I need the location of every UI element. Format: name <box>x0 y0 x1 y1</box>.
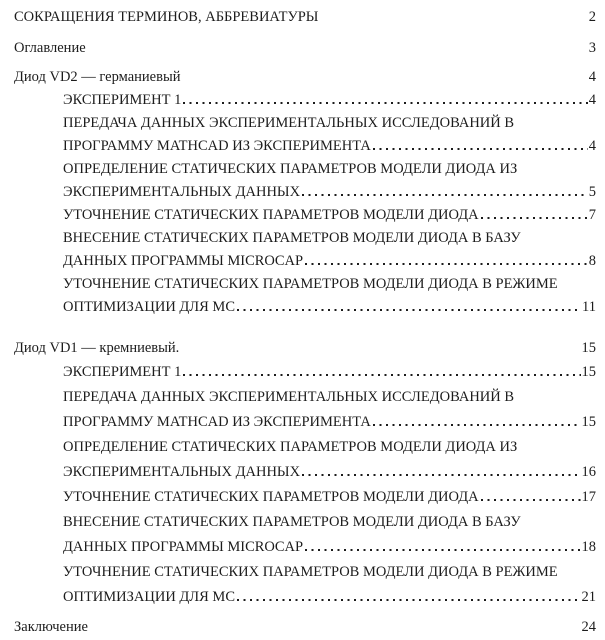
toc-entry-text: Диод VD2 — германиевый <box>14 69 181 85</box>
toc-page-number: 2 <box>588 9 596 25</box>
toc-page-number: 11 <box>582 299 596 315</box>
toc-entry-continuation[interactable] <box>63 385 596 410</box>
toc-entry[interactable] <box>63 585 596 610</box>
dot-leader <box>183 374 580 376</box>
toc-entry[interactable] <box>63 181 596 204</box>
toc-entry-text: ЭКСПЕРИМЕНТ 1 <box>63 364 182 380</box>
toc-entry-text: ЭКСПЕРИМЕНТ 1 <box>63 92 182 108</box>
toc-page-number: 18 <box>581 539 596 555</box>
toc-entry-text: УТОЧНЕНИЕ СТАТИЧЕСКИХ ПАРАМЕТРОВ МОДЕЛИ ДИОДА В РЕЖИМЕ <box>63 564 558 580</box>
toc-entry[interactable] <box>63 410 596 435</box>
dot-leader <box>237 309 581 311</box>
dot-leader <box>481 217 588 219</box>
toc-page-number: 16 <box>581 464 596 480</box>
toc-entry-text: Диод VD1 — кремниевый. <box>14 340 180 356</box>
dot-leader <box>373 424 581 426</box>
toc-page-number: 15 <box>581 364 596 380</box>
toc-entry[interactable] <box>63 485 596 510</box>
toc-entry-text: ОПТИМИЗАЦИИ ДЛЯ МС <box>63 299 235 315</box>
toc-entry[interactable] <box>63 135 596 158</box>
toc-entry-text: ЭКСПЕРИМЕНТАЛЬНЫХ ДАННЫХ <box>63 184 301 200</box>
toc-entry[interactable] <box>63 460 596 485</box>
toc-entry-text: СОКРАЩЕНИЯ ТЕРМИНОВ, АББРЕВИАТУРЫ <box>14 9 319 25</box>
dot-leader <box>183 102 587 104</box>
toc-page-number: 4 <box>588 138 596 154</box>
toc-entry[interactable] <box>14 6 596 29</box>
toc-entry-text: ОПРЕДЕЛЕНИЕ СТАТИЧЕСКИХ ПАРАМЕТРОВ МОДЕЛИ ДИОДА ИЗ <box>63 439 518 455</box>
toc-entry-text: ПРОГРАММУ MATHCAD ИЗ ЭКСПЕРИМЕНТА <box>63 138 371 154</box>
toc-entry-continuation[interactable] <box>63 158 596 181</box>
toc-page-number: 5 <box>588 184 596 200</box>
toc-page-number: 8 <box>588 253 596 269</box>
toc-page-number: 7 <box>588 207 596 223</box>
toc-entry[interactable] <box>14 616 596 639</box>
toc-entry[interactable] <box>63 535 596 560</box>
toc-entry[interactable] <box>63 250 596 273</box>
toc-entry-text: УТОЧНЕНИЕ СТАТИЧЕСКИХ ПАРАМЕТРОВ МОДЕЛИ ДИОДА <box>63 489 479 505</box>
dot-leader <box>302 194 588 196</box>
toc-entry-continuation[interactable] <box>63 273 596 296</box>
toc-entry[interactable] <box>63 204 596 227</box>
toc-entry-text: ОПРЕДЕЛЕНИЕ СТАТИЧЕСКИХ ПАРАМЕТРОВ МОДЕЛИ ДИОДА ИЗ <box>63 161 518 177</box>
toc-entry-continuation[interactable] <box>63 227 596 250</box>
dot-leader <box>305 549 580 551</box>
toc-entry-text: ОПТИМИЗАЦИИ ДЛЯ МС <box>63 589 235 605</box>
dot-leader <box>305 263 588 265</box>
toc-entry[interactable] <box>63 89 596 112</box>
toc-entry-text: ПРОГРАММУ MATHCAD ИЗ ЭКСПЕРИМЕНТА <box>63 414 371 430</box>
dot-leader <box>481 499 581 501</box>
toc-entry-text: ЭКСПЕРИМЕНТАЛЬНЫХ ДАННЫХ <box>63 464 301 480</box>
toc-entry-text: ВНЕСЕНИЕ СТАТИЧЕСКИХ ПАРАМЕТРОВ МОДЕЛИ ДИОДА В БАЗУ <box>63 230 521 246</box>
dot-leader <box>373 148 588 150</box>
toc-entry-text: ДАННЫХ ПРОГРАММЫ MICROCAP <box>63 539 304 555</box>
toc-entry[interactable] <box>14 337 596 360</box>
toc-entry-text: ПЕРЕДАЧА ДАННЫХ ЭКСПЕРИМЕНТАЛЬНЫХ ИССЛЕДОВАНИЙ В <box>63 389 515 405</box>
toc-entry-text: УТОЧНЕНИЕ СТАТИЧЕСКИХ ПАРАМЕТРОВ МОДЕЛИ ДИОДА В РЕЖИМЕ <box>63 276 558 292</box>
dot-leader <box>302 474 580 476</box>
toc-entry-text: ДАННЫХ ПРОГРАММЫ MICROCAP <box>63 253 304 269</box>
toc-entry-continuation[interactable] <box>63 112 596 135</box>
toc-page-number: 15 <box>581 340 596 356</box>
toc-entry-continuation[interactable] <box>63 560 596 585</box>
toc-page-number: 4 <box>588 92 596 108</box>
toc-entry[interactable] <box>14 66 596 89</box>
toc-entry-text: Оглавление <box>14 40 86 56</box>
toc-entry[interactable] <box>14 37 596 60</box>
toc-page-number: 4 <box>588 69 596 85</box>
toc-page-number: 24 <box>581 619 596 635</box>
dot-leader <box>237 599 581 601</box>
toc-entry-continuation[interactable] <box>63 510 596 535</box>
toc-entry-text: Заключение <box>14 619 88 635</box>
toc-page-number: 15 <box>581 414 596 430</box>
toc-entry-text: ПЕРЕДАЧА ДАННЫХ ЭКСПЕРИМЕНТАЛЬНЫХ ИССЛЕДОВАНИЙ В <box>63 115 515 131</box>
toc-entry[interactable] <box>63 296 596 319</box>
toc-entry-text: УТОЧНЕНИЕ СТАТИЧЕСКИХ ПАРАМЕТРОВ МОДЕЛИ ДИОДА <box>63 207 479 223</box>
toc-entry-text: ВНЕСЕНИЕ СТАТИЧЕСКИХ ПАРАМЕТРОВ МОДЕЛИ ДИОДА В БАЗУ <box>63 514 521 530</box>
toc-entry-continuation[interactable] <box>63 435 596 460</box>
toc-page-number: 21 <box>581 589 596 605</box>
toc-page-number: 17 <box>581 489 596 505</box>
toc-page-number: 3 <box>588 40 596 56</box>
toc-entry[interactable] <box>63 360 596 385</box>
